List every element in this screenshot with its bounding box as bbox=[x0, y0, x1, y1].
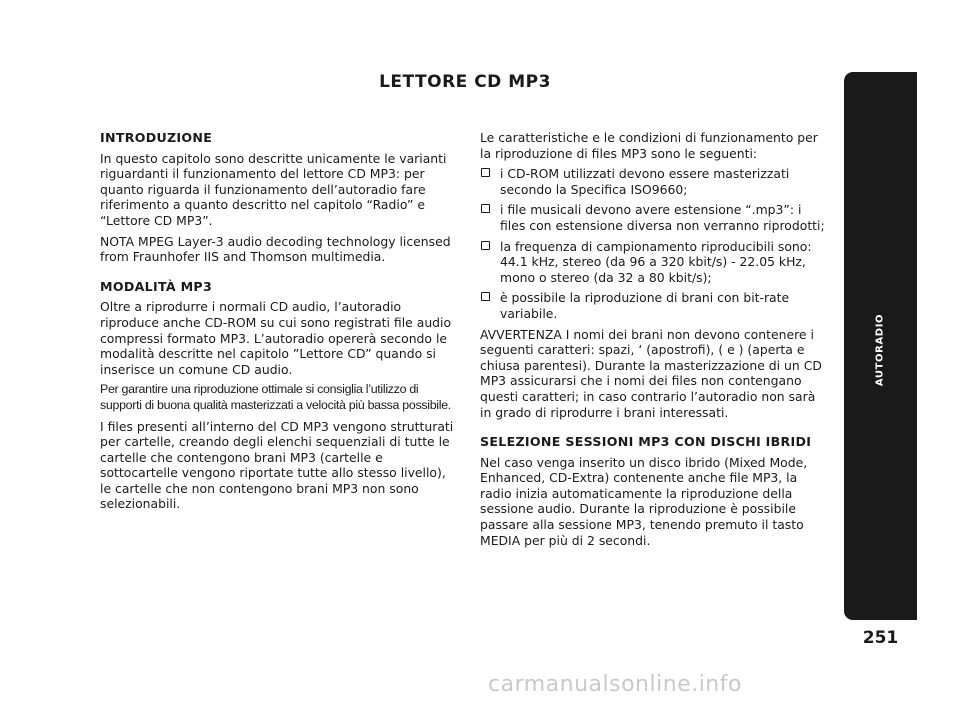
files-paragraph: I files presenti all’interno del CD MP3 vengono strutturati per cartelle, creando degli elenchi sequenziali di tutte le cartelle che contengono brani MP3 (cartelle e sottocartelle vengono riportate tutte allo stesso livello), le cartelle che non contengono brani MP3 non sono selezionabili. bbox=[100, 418, 454, 512]
checkbox-bullet-icon bbox=[481, 204, 490, 213]
list-item bbox=[480, 290, 830, 321]
list-item-text: i file musicali devono avere estensione “.mp3”: i files con estensione diversa non verranno riprodotti; bbox=[500, 202, 825, 233]
caratteristiche-paragraph: Le caratteristiche e le condizioni di funzionamento per la riproduzione di files MP3 sono le seguenti: bbox=[480, 130, 818, 161]
conditions-list bbox=[480, 166, 830, 321]
side-tab-label: AUTORADIO bbox=[874, 313, 886, 387]
list-item-text: i CD-ROM utilizzati devono essere masterizzati secondo la Specifica ISO9660; bbox=[500, 166, 790, 197]
list-item bbox=[480, 166, 830, 197]
watermark-text: carmanualsonline.info bbox=[488, 672, 742, 697]
nota-paragraph: NOTA MPEG Layer-3 audio decoding technology licensed from Fraunhofer IIS and Thomson multimedia. bbox=[100, 233, 451, 265]
page-number: 251 bbox=[862, 628, 899, 648]
checkbox-bullet-icon bbox=[481, 241, 490, 250]
right-column bbox=[480, 130, 830, 553]
page-title: LETTORE CD MP3 bbox=[379, 72, 551, 92]
intro-paragraph: In questo capitolo sono descritte unicamente le varianti riguardanti il funzionamento del lettore CD MP3: per quanto riguarda il funzionamento dell’autoradio fare riferimento a quanto descritto nel capitolo “Radio” e “Lettore CD MP3”. bbox=[100, 150, 447, 228]
list-item bbox=[480, 202, 830, 233]
checkbox-bullet-icon bbox=[481, 292, 490, 301]
list-item bbox=[480, 239, 830, 286]
avvertenza-paragraph: AVVERTENZA I nomi dei brani non devono contenere i seguenti caratteri: spazi, ‘ (apostrofi), ( e ) (aperta e chiusa parentesi). Durante la masterizzazione di un CD MP3 assicurarsi che i nomi dei files non contengano questi caratteri; in caso contrario l’autoradio non sarà in grado di riprodurre i brani interessati. bbox=[480, 326, 822, 420]
section-heading-selezione: SELEZIONE SESSIONI MP3 CON DISCHI IBRIDI bbox=[480, 434, 812, 450]
modalita-paragraph: Oltre a riprodurre i normali CD audio, l’autoradio riproduce anche CD-ROM su cui sono registrati file audio compressi formato MP3. L’autoradio opererà secondo le modalità descritte nel capitolo ”Lettore CD” quando si inserisce un comune CD audio. bbox=[100, 299, 452, 377]
left-column bbox=[100, 130, 455, 517]
consiglio-paragraph: Per garantire una riproduzione ottimale si consiglia l’utilizzo di supporti di buona qualità masterizzati a velocità più bassa possibile. bbox=[100, 382, 451, 412]
list-item-text: la frequenza di campionamento riproducibili sono: 44.1 kHz, stereo (da 96 a 320 kbit/s) - 22.05 kHz, mono o stereo (da 32 a 80 kbit/s); bbox=[500, 238, 812, 285]
selezione-paragraph: Nel caso venga inserito un disco ibrido (Mixed Mode, Enhanced, CD-Extra) contenente anche file MP3, la radio inizia automaticamente la riproduzione della sessione audio. Durante la riproduzione è possibile passare alla sessione MP3, tenendo premuto il tasto MEDIA per più di 2 secondi. bbox=[480, 454, 808, 548]
checkbox-bullet-icon bbox=[481, 168, 490, 177]
section-heading-introduzione: INTRODUZIONE bbox=[100, 130, 213, 145]
section-heading-modalita: MODALITÀ MP3 bbox=[100, 278, 213, 294]
list-item-text: è possibile la riproduzione di brani con bit-rate variabile. bbox=[500, 290, 790, 321]
